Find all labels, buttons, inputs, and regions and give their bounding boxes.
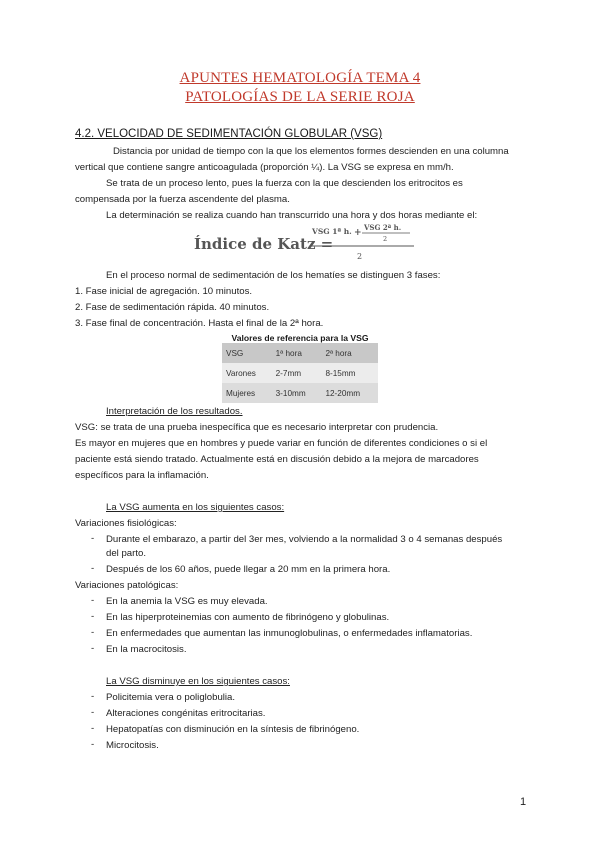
intro-line: Se trata de un proceso lento, pues la fuerza con la que descienden los eritrocitos es [106, 178, 463, 189]
interpretation-line: VSG: se trata de una prueba inespecífica que es necesario interpretar con prudencia. [75, 422, 439, 433]
list-item: Después de los 60 años, puede llegar a 20 mm en la primera hora. [106, 564, 391, 575]
table-cell: 8-15mm [321, 363, 378, 383]
list-item: del parto. [106, 548, 147, 559]
interpretation-line: específicos para la inflamación. [75, 470, 209, 481]
bullet-dash: - [91, 643, 95, 654]
table-cell: 2-7mm [272, 363, 322, 383]
table-row [222, 383, 378, 403]
phase-item: 3. Fase final de concentración. Hasta el final de la 2ª hora. [75, 318, 324, 329]
table-cell: Varones [222, 363, 272, 383]
ref-table-caption: Valores de referencia para la VSG [231, 333, 369, 343]
list-item: En la macrocitosis. [106, 644, 187, 655]
list-item: Policitemia vera o poliglobulia. [106, 692, 236, 703]
interpretation-line: Es mayor en mujeres que en hombres y puede variar en función de diferentes condiciones o si el [75, 438, 488, 449]
decrease-heading: La VSG disminuye en los siguientes casos: [106, 676, 290, 687]
phase-item: 2. Fase de sedimentación rápida. 40 minutos. [75, 302, 270, 313]
list-item: En la anemia la VSG es muy elevada. [106, 596, 268, 607]
list-item: En las hiperproteinemias con aumento de fibrinógeno y globulinas. [106, 612, 390, 623]
document-subtitle: PATOLOGÍAS DE LA SERIE ROJA [185, 89, 415, 105]
bullet-dash: - [91, 627, 95, 638]
formula-num-a: VSG 1ª h. [312, 227, 352, 236]
reference-table [222, 343, 378, 403]
bullet-dash: - [91, 611, 95, 622]
bullet-dash: - [91, 691, 95, 702]
formula-lhs: Índice de Katz = [194, 235, 334, 253]
patho-label: Variaciones patológicas: [75, 580, 179, 591]
list-item: Microcitosis. [106, 740, 159, 751]
list-item: En enfermedades que aumentan las inmunoglobulinas, o enfermedades inflamatorias. [106, 628, 473, 639]
table-cell: Mujeres [222, 383, 272, 403]
intro-line: Distancia por unidad de tiempo con la que los elementos formes descienden en una columna [113, 146, 509, 157]
list-item: Alteraciones congénitas eritrocitarias. [106, 708, 266, 719]
table-cell: 1ª hora [272, 343, 322, 363]
bullet-dash: - [91, 739, 95, 750]
list-item: Durante el embarazo, a partir del 3er mes, volviendo a la normalidad 3 o 4 semanas después [106, 534, 503, 545]
physio-label: Variaciones fisiológicas: [75, 518, 177, 529]
phase-item: 1. Fase inicial de agregación. 10 minutos. [75, 286, 253, 297]
table-cell: 2ª hora [321, 343, 378, 363]
interpretation-line: paciente está siendo tratado. Actualmente está en discusión debido a la mejora de marcadores [75, 454, 479, 465]
table-cell: VSG [222, 343, 272, 363]
bullet-dash: - [91, 595, 95, 606]
increase-heading: La VSG aumenta en los siguientes casos: [106, 502, 285, 513]
bullet-dash: - [91, 707, 95, 718]
intro-line: compensada por la fuerza ascendente del plasma. [75, 194, 290, 205]
phases-intro: En el proceso normal de sedimentación de los hematíes se distinguen 3 fases: [106, 270, 441, 281]
intro-line: vertical que contiene sangre anticoagulada (proporción ¼). La VSG se expresa en mm/h. [75, 162, 454, 173]
document-title: APUNTES HEMATOLOGÍA TEMA 4 [179, 70, 421, 86]
formula-inner-den: 2 [383, 235, 388, 243]
formula-num-b: VSG 2ª h. [364, 223, 402, 232]
table-row [222, 363, 378, 383]
intro-line: La determinación se realiza cuando han transcurrido una hora y dos horas mediante el: [106, 210, 478, 221]
interpretation-heading: Interpretación de los resultados. [106, 406, 243, 417]
table-cell: 12-20mm [321, 383, 378, 403]
formula-plus: + [354, 228, 362, 238]
bullet-dash: - [91, 533, 95, 544]
page-number: 1 [520, 796, 527, 808]
katz-formula [194, 222, 419, 264]
table-header-row [222, 343, 378, 363]
bullet-dash: - [91, 563, 95, 574]
table-cell: 3-10mm [272, 383, 322, 403]
bullet-dash: - [91, 723, 95, 734]
list-item: Hepatopatías con disminución en la síntesis de fibrinógeno. [106, 724, 360, 735]
section-heading: 4.2. VELOCIDAD DE SEDIMENTACIÓN GLOBULAR (VSG) [75, 128, 383, 140]
formula-outer-den: 2 [357, 252, 363, 261]
